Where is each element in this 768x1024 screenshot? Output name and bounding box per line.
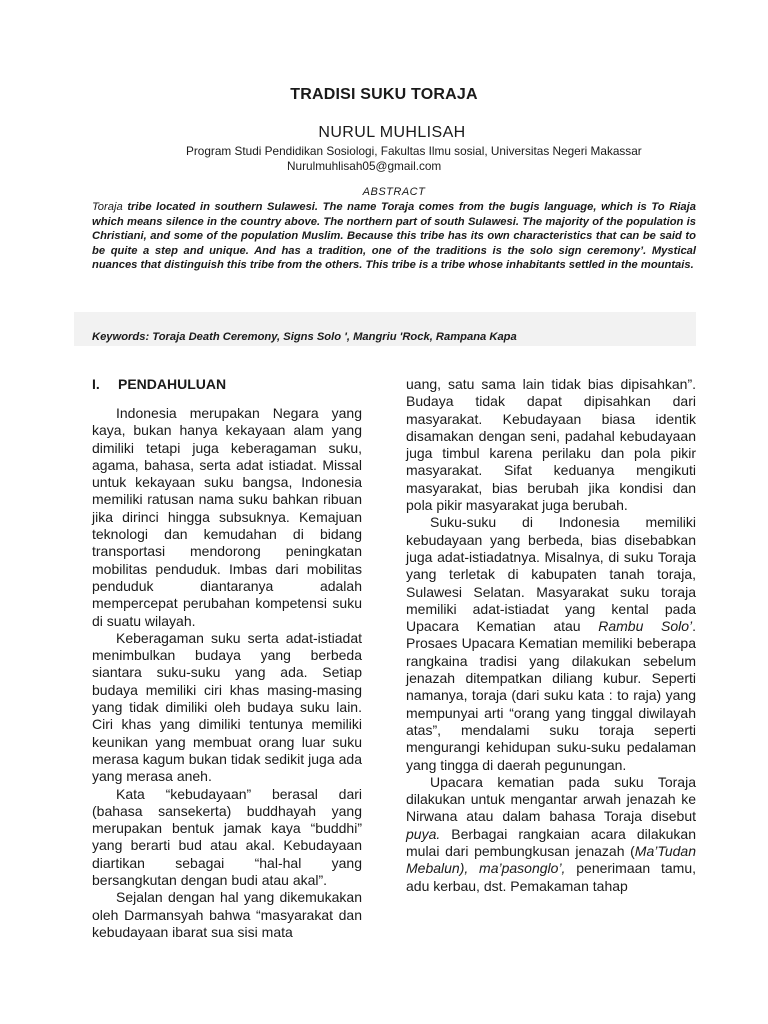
- abstract-lead-word: Toraja: [92, 201, 123, 213]
- paragraph: Sejalan dengan hal yang dikemukakan oleh Darmansyah bahwa “masyarakat dan kebudayaan ibarat sua sisi mata: [92, 889, 362, 940]
- paragraph-text: Berbagai rangkaian acara dilakukan mulai dari pembungkusan jenazah (: [406, 825, 696, 860]
- section-title: PENDAHULUAN: [118, 376, 227, 392]
- paragraph: [406, 514, 696, 773]
- abstract-heading: ABSTRACT: [362, 186, 426, 198]
- section-number: I.: [92, 376, 100, 392]
- section-heading: [92, 376, 362, 393]
- paragraph: Keberagaman suku serta adat-istiadat menimbulkan budaya yang berbeda siantara suku-suku yang ada. Setiap budaya memiliki ciri khas masing-masing yang tidak dimiliki oleh budaya suku lain. Ciri khas yang dimiliki tentunya memiliki keunikan yang membuat orang luar suku merasa kagum bukan tidak sedikit juga ada yang merasa aneh.: [92, 629, 362, 785]
- paragraph-text: Upacara kematian pada suku Toraja dilakukan untuk mengantar arwah jenazah ke Nirwana atau dalam bahasa Toraja disebut: [406, 773, 696, 825]
- paragraph-text: . Prosaes Upacara Kematian memiliki beberapa rangkaina tradisi yang dilakukan sebelum jenazah ditempatkan diliang kubur. Seperti namanya, toraja (dari suku kata : to raja) yang mempunyai arti “orang yang tinggal diwilayah atas”, mendalami suku toraja seperti mengurangi kehidupan suku-suku pedalaman yang tingga di daerah pegunungan.: [406, 618, 697, 773]
- paragraph: uang, satu sama lain tidak bias dipisahkan”. Budaya tidak dapat dipisahkan dari masyarakat. Kebudayaan biasa identik disamakan dengan seni, padahal kebudayaan juga timbul karena perilaku dan pola pikir masyarakat. Sifat keduanya mengikuti masyarakat, bias berubah jika kondisi dan pola pikir masyarakat juga berubah.: [406, 376, 696, 514]
- keywords-line: Keywords: Toraja Death Ceremony, Signs Solo ', Mangriu 'Rock, Rampana Kapa: [92, 331, 517, 343]
- paragraph-italic: puya.: [406, 825, 441, 842]
- paragraph-italic: Ma’Tudan Mebalun), ma’pasonglo’,: [406, 843, 696, 877]
- paragraph: [406, 774, 696, 895]
- author-affiliation: Program Studi Pendidikan Sosiologi, Fakultas Ilmu sosial, Universitas Negeri Makassar: [186, 144, 642, 158]
- paragraph: Kata “kebudayaan” berasal dari (bahasa sansekerta) buddhayah yang merupakan bentuk jamak kaya “buddhi” yang berarti bud atau akal. Kebudayaan diartikan sebagai “hal-hal yang bersangkutan dengan budi atau akal”.: [92, 785, 362, 889]
- paragraph-text: Suku-suku di Indonesia memiliki kebudayaan yang berbeda, bias disebabkan juga adat-istiadatnya. Misalnya, di suku Toraja yang terletak di kabupaten tanah toraja, Sulawesi Selatan. Masyarakat suku toraja memiliki adat-istiadat yang kental pada Upacara Kematian atau: [406, 514, 696, 635]
- left-column: [92, 376, 362, 941]
- paragraph: Indonesia merupakan Negara yang kaya, bukan hanya kekayaan alam yang dimiliki tetapi juga keberagaman suku, agama, bahasa, serta adat istiadat. Missal untuk kekayaan suku bangsa, Indonesia memiliki ratusan nama suku bahkan ribuan jika dirinci hingga subsuknya. Kemajuan teknologi dan kemudahan di bidang transportasi mendorong peningkatan mobilitas penduduk. Imbas dari mobilitas penduduk diantaranya adalah mempercepat perubahan kompetensi suku di suatu wilayah.: [92, 405, 362, 629]
- paper-title: TRADISI SUKU TORAJA: [290, 86, 478, 103]
- abstract-body: tribe located in southern Sulawesi. The name Toraja comes from the bugis language, which is To Riaja which means silence in the country above. The northern part of south Sulawesi. The majority of the population is Christiani, and some of the population Muslim. Because this tribe has its own characteristics that can be said to be quite a step and unique. And has a tradition, one of the traditions is the solo sign ceremony’. Mystical nuances that distinguish this tribe from the others. This tribe is a tribe whose inhabitants settled in the mountais.: [92, 201, 696, 272]
- author-name: NURUL MUHLISAH: [318, 124, 466, 141]
- author-email: Nurulmuhlisah05@gmail.com: [287, 159, 442, 173]
- right-column: [406, 376, 696, 895]
- paragraph-text: penerimaan tamu, adu kerbau, dst. Pemakaman tahap: [406, 860, 697, 894]
- abstract-text: [92, 200, 696, 273]
- paragraph-italic: Rambu Solo’: [598, 618, 693, 635]
